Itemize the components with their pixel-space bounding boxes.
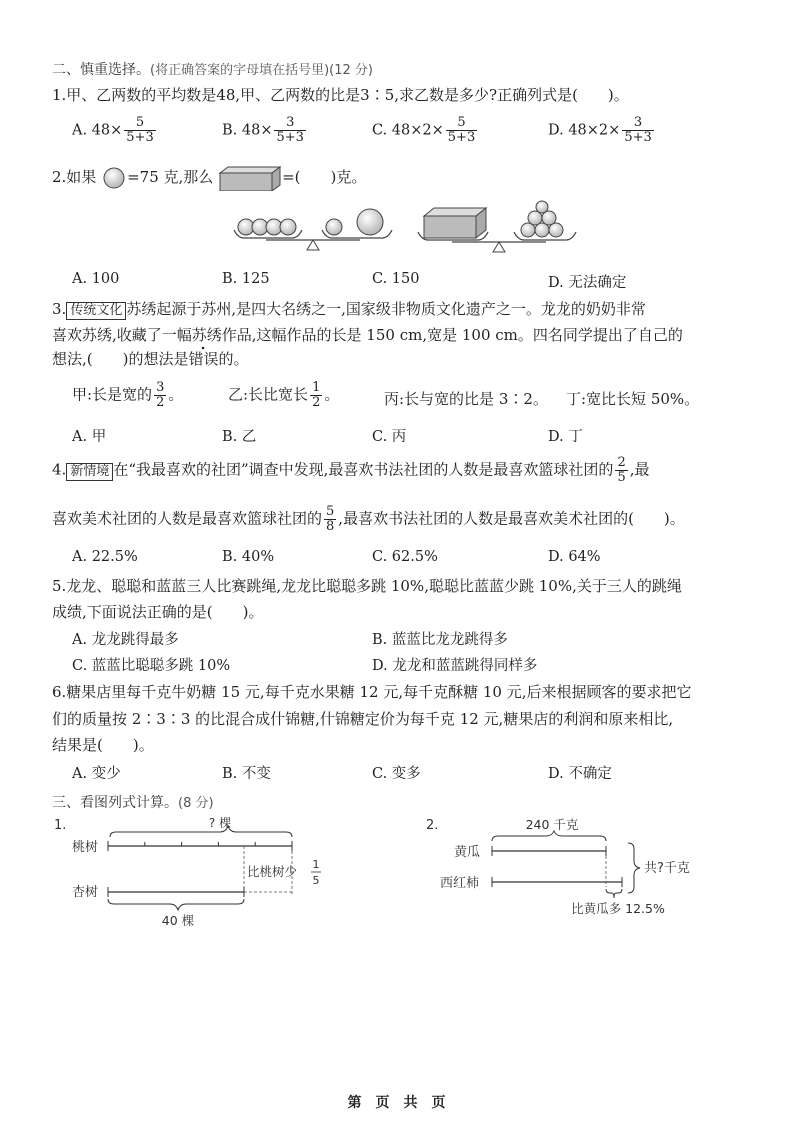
question-5-line-1: 5.龙龙、聪聪和蓝蓝三人比赛跳绳,龙龙比聪聪多跳 10%,聪聪比蓝蓝少跳 10%,关于三人的跳绳 [52,577,682,595]
diagram-2-total-label: 共?千克 [644,861,690,876]
q3-statement-yi: 乙:长比宽长 $\frac{1}{2}$ 。 [228,380,340,410]
q4-option-a: A. 22.5% [72,549,138,565]
diagram-1-row-1-label: 桃树 [72,840,99,855]
diagram-1-bottom-label: 40 棵 [161,913,195,928]
q2-option-d: D. 无法确定 [548,275,627,291]
q5-option-b: B. 蓝蓝比龙龙跳得多 [372,632,508,648]
block-icon [218,165,282,191]
question-3-line-2: 喜欢苏绣,收藏了一幅苏绣作品,这幅作品的长是 150 cm,宽是 100 cm。四名同学提出了自己的 [52,326,683,344]
fraction: $\frac{2}{5}$ [617,455,626,485]
q6-option-d: D. 不确定 [548,766,612,782]
fraction: $\frac{1}{2}$ [312,380,321,410]
q1-option-b: B. 48× $\frac{3}{5+3}$ [222,115,304,145]
diagram-1-row-2-label: 杏树 [72,885,99,900]
q3-option-a: A. 甲 [72,429,107,445]
question-6-line-2: 们的质量按 2∶3∶3 的比混合成什锦糖,什锦糖定价为每千克 12 元,糖果店的利润和原来相比, [52,710,674,728]
question-6-line-1: 6.糖果店里每千克牛奶糖 15 元,每千克水果糖 12 元,每千克酥糖 10 元,后来根据顾客的要求把它 [52,683,692,701]
diagram-1-side-label: 比桃树少 [247,864,298,879]
page-footer: 第 页 共 页 [347,1095,446,1111]
diagram-2-bottom-label: 比黄瓜多 12.5% [571,901,665,916]
diagram-2-top-label: 240 千克 [525,817,579,832]
diagram-1-side-numerator: 1 [312,858,320,871]
diagram-2-number: 2. [426,818,439,833]
q6-option-a: A. 变少 [72,766,121,782]
q2-option-a: A. 100 [72,271,120,287]
question-6-line-3: 结果是( )。 [52,736,154,754]
line-diagram-2 [422,815,722,925]
question-5-line-2: 成绩,下面说法正确的是( )。 [52,603,264,621]
diagram-1-top-label: ? 棵 [208,816,232,830]
diagram-1-number: 1. [54,818,67,833]
q3-statement-bing: 丙:长与宽的比是 3∶2。 [384,390,548,408]
section-3-title: 三、看图列式计算。 [52,795,178,811]
fraction: $\frac{3}{2}$ [156,380,165,410]
section-2-header [52,59,373,79]
section-3-header [52,792,214,812]
fraction: $\frac{5}{8}$ [326,504,335,534]
q4-option-c: C. 62.5% [372,549,438,565]
q3-statement-ding: 丁:宽比长短 50%。 [566,390,700,408]
q3-option-c: C. 丙 [372,429,407,445]
line-diagram-1 [50,815,340,935]
section-3-note: (8 分) [178,796,214,811]
q5-option-c: C. 蓝蓝比聪聪多跳 10% [72,658,231,674]
question-4-line-2: 喜欢美术社团的人数是最喜欢篮球社团的 $\frac{5}{8}$ ,最喜欢书法社团的人数是最喜欢美术社团的( )。 [52,504,685,534]
fraction: $\frac{5}{5+3}$ [447,115,476,145]
fraction: $\frac{5}{5+3}$ [126,115,154,145]
tag-new-context: 新情境 [66,463,113,481]
balance-scale-left [230,200,400,260]
tag-traditional-culture: 传统文化 [66,302,126,320]
q2-option-c: C. 150 [372,271,420,287]
q3-option-d: D. 丁 [548,429,583,445]
diagram-2-row-1-label: 黄瓜 [454,845,481,860]
q5-option-d: D. 龙龙和蓝蓝跳得同样多 [372,658,538,674]
ball-icon [101,167,127,189]
q5-option-a: A. 龙龙跳得最多 [72,632,179,648]
emphasis-wrong: 错误 [188,346,218,368]
q4-option-d: D. 64% [548,549,601,565]
q3-statement-jia: 甲:长是宽的 $\frac{3}{2}$ 。 [72,380,184,410]
section-2-note: (将正确答案的字母填在括号里)(12 分) [150,63,373,78]
question-1: 1.甲、乙两数的平均数是48,甲、乙两数的比是3∶5,求乙数是多少?正确列式是( )。 [52,86,629,104]
q6-option-b: B. 不变 [222,766,271,782]
question-2: 2.如果 =75 克,那么 =( )克。 [52,165,366,191]
question-3-line-1: 3. 传统文化 苏绣起源于苏州,是四大名绣之一,国家级非物质文化遗产之一。龙龙的奶奶非常 [52,300,646,318]
q1-option-c: C. 48×2× $\frac{5}{5+3}$ [372,115,476,145]
balance-scale-right [416,200,586,260]
question-4-line-1: 4. 新情境 在“我最喜欢的社团”调查中发现,最喜欢书法社团的人数是最喜欢篮球社团的 $\frac{2}{5}$ ,最 [52,455,650,485]
q1-option-d: D. 48×2× $\frac{3}{5+3}$ [548,115,652,145]
q1-option-a: A. 48× $\frac{5}{5+3}$ [72,115,154,145]
q2-option-b: B. 125 [222,271,270,287]
q4-option-b: B. 40% [222,549,275,565]
question-3-line-3: 想法,( )的想法是错误的。 [52,348,249,369]
section-2-title: 二、慎重选择。 [52,62,150,78]
diagram-1-side-denominator: 5 [312,874,320,887]
diagram-2-row-2-label: 西红柿 [440,876,480,891]
q3-option-b: B. 乙 [222,429,257,445]
q6-option-c: C. 变多 [372,766,421,782]
fraction: $\frac{3}{5+3}$ [276,115,304,145]
fraction: $\frac{3}{5+3}$ [624,115,652,145]
